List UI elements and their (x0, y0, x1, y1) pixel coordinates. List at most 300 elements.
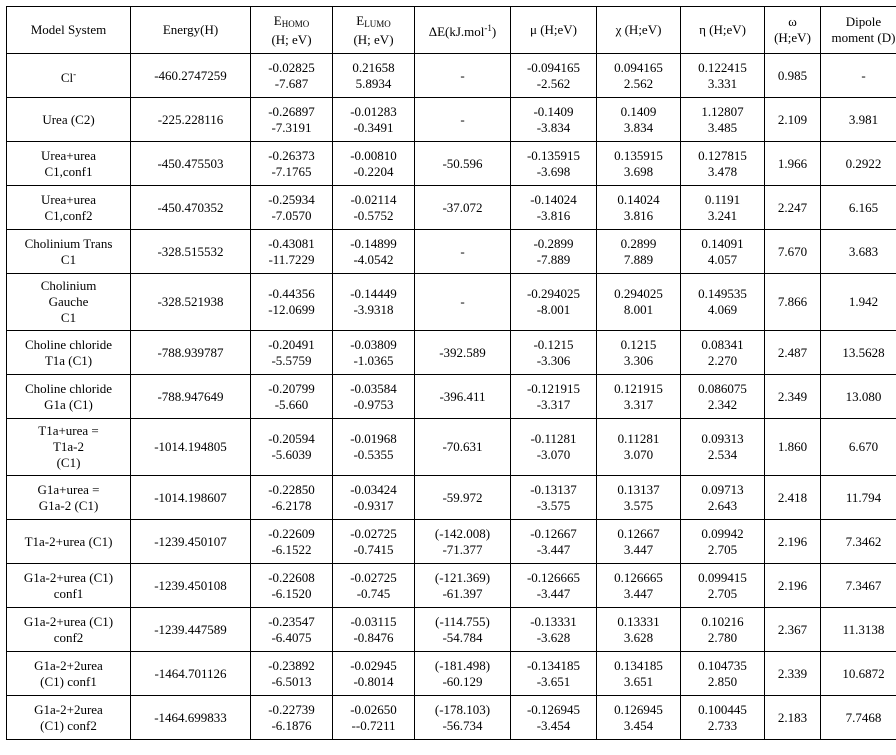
cell-model-line: G1a-2+urea (C1) (23, 613, 114, 629)
cell-elumo-line: -0.02725 (350, 525, 397, 541)
cell-energy: -450.470352 (131, 186, 251, 230)
cell-ehomo-line: -6.4075 (271, 629, 312, 645)
cell-elumo-line: 0.21658 (352, 59, 395, 75)
cell-model (7, 98, 131, 142)
cell-eta-line: 2.733 (707, 717, 738, 733)
cell-model (7, 652, 131, 696)
cell-ehomo-line: -0.44356 (268, 286, 315, 301)
cell-mu-line: -3.834 (536, 119, 571, 135)
cell-mu (511, 274, 597, 331)
cell-dipole: 13.080 (821, 375, 896, 419)
cell-ehomo (251, 274, 333, 331)
cell-elumo-line: -0.5752 (353, 207, 394, 223)
cell-model-line: T1a (C1) (44, 352, 93, 368)
cell-eta (681, 54, 765, 98)
cell-omega: 2.196 (765, 564, 821, 608)
cell-dipole: 7.7468 (821, 696, 896, 740)
dipole-label-line1: Dipole (845, 14, 882, 29)
cell-elumo-line: -0.02650 (350, 701, 397, 717)
cell-elumo-line: -0.02114 (350, 191, 397, 207)
cell-mu-line: -8.001 (536, 302, 571, 317)
cell-mu-line: -0.13331 (530, 613, 577, 629)
cell-chi-line: 7.889 (623, 251, 654, 267)
cell-chi (597, 98, 681, 142)
cell-de-line: -59.972 (442, 489, 483, 505)
cell-mu-line: -0.11281 (530, 431, 577, 446)
cell-dipole: 6.670 (821, 419, 896, 476)
cell-mu-line: -3.454 (536, 717, 571, 733)
cell-de (415, 652, 511, 696)
cell-ehomo-line: -6.1876 (271, 717, 312, 733)
cell-chi-line: 3.454 (623, 717, 654, 733)
cell-eta-line: 3.485 (707, 119, 738, 135)
omega-unit: (H;eV) (774, 30, 811, 45)
cell-omega: 2.339 (765, 652, 821, 696)
cell-chi-line: 0.134185 (614, 657, 663, 673)
cell-chi-line: 0.12667 (617, 525, 660, 541)
table-header (7, 7, 896, 54)
cell-ehomo-line: -0.20491 (268, 336, 315, 352)
cell-mu-line: -0.135915 (526, 147, 581, 163)
cell-elumo (333, 652, 415, 696)
cell-elumo-line: -0.2204 (353, 163, 394, 179)
cell-de (415, 230, 511, 274)
cell-chi (597, 608, 681, 652)
cell-elumo-line: 5.8934 (355, 75, 392, 91)
cell-ehomo (251, 142, 333, 186)
cell-chi (597, 476, 681, 520)
cell-eta-line: 0.09313 (701, 431, 744, 446)
cell-elumo (333, 274, 415, 331)
table-row (7, 375, 896, 419)
cell-model-line: Urea+urea (41, 191, 96, 207)
cell-dipole: 7.3467 (821, 564, 896, 608)
cell-chi-line: 3.070 (623, 447, 654, 462)
cell-ehomo-line: -0.22609 (268, 525, 315, 541)
cell-mu-line: -0.13137 (530, 481, 577, 497)
cell-eta (681, 186, 765, 230)
cell-elumo-line: -0.3491 (353, 119, 394, 135)
cell-chi-line: 0.126665 (614, 569, 663, 585)
cell-ehomo-line: -0.26897 (268, 103, 315, 119)
cell-model-line: (C1) conf2 (40, 717, 97, 733)
cell-chi-line: 0.126945 (614, 701, 663, 717)
cell-mu-line: -3.070 (536, 447, 571, 462)
cell-energy: -460.2747259 (131, 54, 251, 98)
cell-dipole: 6.165 (821, 186, 896, 230)
cell-model-line: (C1) (56, 455, 81, 470)
cell-elumo (333, 142, 415, 186)
cell-elumo (333, 419, 415, 476)
cell-model-line: conf1 (53, 585, 84, 601)
cell-model-line: G1a-2 (C1) (38, 497, 99, 513)
cell-elumo (333, 520, 415, 564)
cell-model-line: G1a-2+2urea (34, 701, 103, 717)
cell-model-line: G1a-2+2urea (34, 657, 103, 673)
cell-elumo-line: --0.7211 (351, 717, 396, 733)
cell-eta-line: 0.1191 (704, 191, 741, 207)
cell-de-line: - (460, 67, 465, 83)
cell-elumo-line: -0.745 (356, 585, 391, 601)
cell-de (415, 142, 511, 186)
cell-ehomo (251, 419, 333, 476)
cell-model (7, 186, 131, 230)
cell-model-line: Choline chloride (24, 380, 112, 396)
cell-model-line: T1a+urea = (38, 423, 99, 438)
elumo-unit: (H; eV) (353, 31, 394, 47)
cell-energy: -1239.447589 (131, 608, 251, 652)
cell-mu-line: -7.889 (536, 251, 571, 267)
cell-mu-line: -3.447 (536, 541, 571, 557)
cell-eta-line: 0.10216 (701, 613, 744, 629)
table-row (7, 652, 896, 696)
cell-dipole: - (821, 54, 896, 98)
cell-energy: -328.515532 (131, 230, 251, 274)
cell-eta-line: 2.270 (707, 352, 738, 368)
cell-chi-line: 0.1215 (620, 336, 657, 352)
cell-ehomo-line: -0.20799 (268, 380, 315, 396)
cell-mu-line: -3.816 (536, 207, 571, 223)
cell-ehomo (251, 564, 333, 608)
cell-elumo-line: -1.0365 (353, 352, 394, 368)
col-header-omega (765, 7, 821, 54)
results-table (6, 6, 896, 740)
cell-eta-line: 0.127815 (698, 147, 747, 163)
cell-chi-line: 3.306 (623, 352, 654, 368)
cell-de (415, 696, 511, 740)
cell-chi-line: 2.562 (623, 75, 654, 91)
cell-mu (511, 476, 597, 520)
cell-chi (597, 230, 681, 274)
cell-de (415, 608, 511, 652)
cell-model (7, 375, 131, 419)
cell-elumo-line: -0.03809 (350, 336, 397, 352)
cell-omega: 0.985 (765, 54, 821, 98)
cell-model-line: C1,conf2 (44, 207, 93, 223)
cell-chi (597, 419, 681, 476)
cell-model-line: G1a-2+urea (C1) (23, 569, 114, 585)
cell-mu (511, 652, 597, 696)
cell-chi (597, 375, 681, 419)
cell-chi (597, 696, 681, 740)
cell-omega: 2.183 (765, 696, 821, 740)
cell-dipole: 3.981 (821, 98, 896, 142)
cell-mu-line: -0.12667 (530, 525, 577, 541)
cell-ehomo-line: -0.43081 (268, 235, 315, 251)
table-row (7, 98, 896, 142)
cell-mu-line: -2.562 (536, 75, 571, 91)
table-row (7, 274, 896, 331)
cell-eta-line: 0.08341 (701, 336, 744, 352)
cell-de (415, 520, 511, 564)
cell-elumo (333, 476, 415, 520)
cell-de (415, 476, 511, 520)
cell-elumo (333, 564, 415, 608)
cell-chi (597, 564, 681, 608)
cell-energy: -450.475503 (131, 142, 251, 186)
cell-chi-line: 0.1409 (620, 103, 657, 119)
cell-mu-line: -0.134185 (526, 657, 581, 673)
cell-eta (681, 274, 765, 331)
cell-elumo (333, 54, 415, 98)
cell-dipole: 10.6872 (821, 652, 896, 696)
cell-de-line: -392.589 (439, 344, 486, 360)
cell-eta-line: 0.099415 (698, 569, 747, 585)
cell-de (415, 375, 511, 419)
cell-ehomo (251, 375, 333, 419)
cell-ehomo-line: -0.23547 (268, 613, 315, 629)
cell-elumo-line: -0.7415 (353, 541, 394, 557)
cell-ehomo (251, 608, 333, 652)
cell-ehomo-line: -0.02825 (268, 59, 315, 75)
cell-mu (511, 54, 597, 98)
cell-ehomo-line: -0.22850 (268, 481, 315, 497)
cell-eta-line: 4.069 (707, 302, 738, 317)
cell-eta-line: 2.534 (707, 447, 738, 462)
cell-model-line: G1a (C1) (44, 396, 93, 412)
cell-ehomo-line: -0.25934 (268, 191, 315, 207)
col-header-dipole (821, 7, 896, 54)
cell-chi-line: 3.447 (623, 541, 654, 557)
col-header-ehomo (251, 7, 333, 54)
cell-eta (681, 652, 765, 696)
cell-eta-line: 0.086075 (698, 380, 747, 396)
cell-chi-line: 8.001 (623, 302, 654, 317)
cell-model (7, 331, 131, 375)
cell-eta (681, 331, 765, 375)
cell-de-line: -50.596 (442, 155, 483, 171)
cell-de-line: (-181.498) (434, 657, 491, 673)
cell-energy: -1239.450107 (131, 520, 251, 564)
cell-model (7, 274, 131, 331)
cell-eta-line: 3.478 (707, 163, 738, 179)
cell-elumo (333, 331, 415, 375)
cell-ehomo-line: -0.22739 (268, 701, 315, 717)
cell-energy: -225.228116 (131, 98, 251, 142)
cell-elumo-line: -0.01283 (350, 103, 397, 119)
cell-de-line: (-114.755) (435, 613, 490, 629)
cell-elumo-line: -0.03584 (350, 380, 397, 396)
cell-chi-line: 0.2899 (620, 235, 657, 251)
cell-omega: 1.966 (765, 142, 821, 186)
cell-chi-line: 3.575 (623, 497, 654, 513)
cell-model (7, 608, 131, 652)
cell-eta-line: 2.705 (707, 541, 738, 557)
cell-dipole: 13.5628 (821, 331, 896, 375)
cell-chi-line: 3.834 (623, 119, 654, 135)
cell-de (415, 54, 511, 98)
cell-elumo (333, 608, 415, 652)
cell-energy: -328.521938 (131, 274, 251, 331)
cell-mu (511, 331, 597, 375)
cell-elumo-line: -0.00810 (350, 147, 397, 163)
cell-elumo-line: -0.02725 (350, 569, 397, 585)
cell-chi-line: 3.816 (623, 207, 654, 223)
cell-eta-line: 2.342 (707, 396, 738, 412)
cell-ehomo-line: -11.7229 (268, 251, 315, 267)
cell-chi-line: 3.698 (623, 163, 654, 179)
cell-elumo-line: -4.0542 (353, 251, 394, 267)
cell-chi (597, 186, 681, 230)
cell-model-line: Cholinium (40, 278, 97, 293)
cell-omega: 2.349 (765, 375, 821, 419)
cell-ehomo-line: -6.2178 (271, 497, 312, 513)
table-row (7, 186, 896, 230)
cell-ehomo-line: -7.687 (274, 75, 309, 91)
cell-chi-line: 0.094165 (614, 59, 663, 75)
cell-de (415, 331, 511, 375)
cell-elumo-line: -3.9318 (353, 302, 394, 317)
cell-ehomo-line: -0.22608 (268, 569, 315, 585)
cell-ehomo-line: -12.0699 (268, 302, 315, 317)
cell-de-line: - (460, 294, 465, 309)
table-row (7, 419, 896, 476)
cell-ehomo (251, 230, 333, 274)
cell-chi (597, 520, 681, 564)
cell-model-line: Gauche (48, 294, 89, 309)
col-header-energy: Energy(H) (131, 7, 251, 54)
cell-eta (681, 476, 765, 520)
cell-eta (681, 419, 765, 476)
cell-chi (597, 274, 681, 331)
cell-eta (681, 142, 765, 186)
cell-chi (597, 142, 681, 186)
cell-ehomo-line: -6.5013 (271, 673, 312, 689)
cell-de-line: (-121.369) (434, 569, 491, 585)
cell-model (7, 696, 131, 740)
cell-de-line: - (460, 111, 465, 127)
cell-ehomo-line: -7.1765 (271, 163, 312, 179)
cell-eta (681, 98, 765, 142)
cell-energy: -1014.194805 (131, 419, 251, 476)
cell-model-line: T1a-2+urea (C1) (24, 533, 113, 549)
cell-eta-line: 0.149535 (698, 286, 747, 301)
cell-de-line: -396.411 (439, 388, 486, 404)
cell-omega: 2.367 (765, 608, 821, 652)
cell-eta-line: 2.643 (707, 497, 738, 513)
cell-de-line: -54.784 (442, 629, 483, 645)
cell-mu (511, 142, 597, 186)
cell-chi-line: 3.447 (623, 585, 654, 601)
cell-model-line: conf2 (53, 629, 84, 645)
cell-model-line: C1 (60, 310, 77, 325)
table-row (7, 142, 896, 186)
cell-mu (511, 520, 597, 564)
cell-mu (511, 696, 597, 740)
delta-e-superscript: -1 (484, 23, 492, 33)
cell-omega: 2.418 (765, 476, 821, 520)
cell-chi-line: 0.13137 (617, 481, 660, 497)
cell-de (415, 186, 511, 230)
cell-mu-line: -0.121915 (526, 380, 581, 396)
cell-energy: -788.947649 (131, 375, 251, 419)
cell-dipole: 0.2922 (821, 142, 896, 186)
cell-model (7, 476, 131, 520)
cell-mu (511, 186, 597, 230)
cell-ehomo-line: -5.6039 (271, 447, 312, 462)
cell-model-line: (C1) conf1 (40, 673, 97, 689)
cell-mu (511, 98, 597, 142)
table-row (7, 608, 896, 652)
cell-eta (681, 608, 765, 652)
col-header-elumo (333, 7, 415, 54)
table-row (7, 230, 896, 274)
cell-elumo-line: -0.14449 (350, 286, 397, 301)
cell-ehomo-line: -0.20594 (268, 431, 315, 446)
cell-eta-line: 1.12807 (701, 103, 744, 119)
cell-eta-line: 2.705 (707, 585, 738, 601)
cell-elumo (333, 375, 415, 419)
cell-dipole: 7.3462 (821, 520, 896, 564)
cell-de-line: -70.631 (442, 439, 483, 454)
cell-model-line: Choline chloride (24, 336, 112, 352)
cell-mu-line: -0.294025 (526, 286, 581, 301)
cell-energy: -1239.450108 (131, 564, 251, 608)
cell-mu-line: -0.094165 (526, 59, 581, 75)
cell-ehomo (251, 476, 333, 520)
cell-ehomo (251, 186, 333, 230)
table-body (7, 54, 896, 740)
cell-de-line: -60.129 (442, 673, 483, 689)
cell-eta-line: 0.14091 (701, 235, 744, 251)
cell-eta (681, 375, 765, 419)
ehomo-subscript: HOMO (281, 18, 310, 29)
cell-eta (681, 230, 765, 274)
table-row (7, 564, 896, 608)
cell-mu-line: -3.575 (536, 497, 571, 513)
cell-elumo-line: -0.14899 (350, 235, 397, 251)
cell-omega: 7.866 (765, 274, 821, 331)
cell-ehomo-line: -0.26373 (268, 147, 315, 163)
ehomo-unit: (H; eV) (271, 31, 312, 47)
ehomo-symbol: E (273, 12, 282, 28)
cell-chi (597, 652, 681, 696)
cell-omega: 7.670 (765, 230, 821, 274)
cell-energy: -788.939787 (131, 331, 251, 375)
cell-chi-line: 0.135915 (614, 147, 663, 163)
cell-eta-line: 0.100445 (698, 701, 747, 717)
cell-omega: 2.247 (765, 186, 821, 230)
cell-dipole: 3.683 (821, 230, 896, 274)
cell-elumo-line: -0.9317 (353, 497, 394, 513)
elumo-symbol: E (356, 12, 365, 28)
cell-omega: 2.487 (765, 331, 821, 375)
delta-e-close: ) (491, 24, 497, 39)
cell-model (7, 54, 131, 98)
cell-chi-line: 0.294025 (614, 286, 663, 301)
cell-de-line: -71.377 (442, 541, 483, 557)
cell-energy: -1014.198607 (131, 476, 251, 520)
cell-model-line: Cholinium Trans (24, 235, 113, 251)
cell-dipole: 11.794 (821, 476, 896, 520)
cell-de-line: -37.072 (442, 199, 483, 215)
cell-chi (597, 331, 681, 375)
cell-omega: 2.196 (765, 520, 821, 564)
cell-model (7, 564, 131, 608)
cell-ehomo-line: -7.0570 (271, 207, 312, 223)
cell-elumo-line: -0.03424 (350, 481, 397, 497)
cell-de (415, 419, 511, 476)
cell-mu (511, 419, 597, 476)
col-header-mu: μ (H;eV) (511, 7, 597, 54)
cell-model (7, 142, 131, 186)
cell-chi-line: 3.651 (623, 673, 654, 689)
cell-elumo (333, 696, 415, 740)
cell-omega: 1.860 (765, 419, 821, 476)
cell-model-superscript: - (73, 68, 77, 79)
cell-mu (511, 608, 597, 652)
cell-elumo-line: -0.8476 (353, 629, 394, 645)
